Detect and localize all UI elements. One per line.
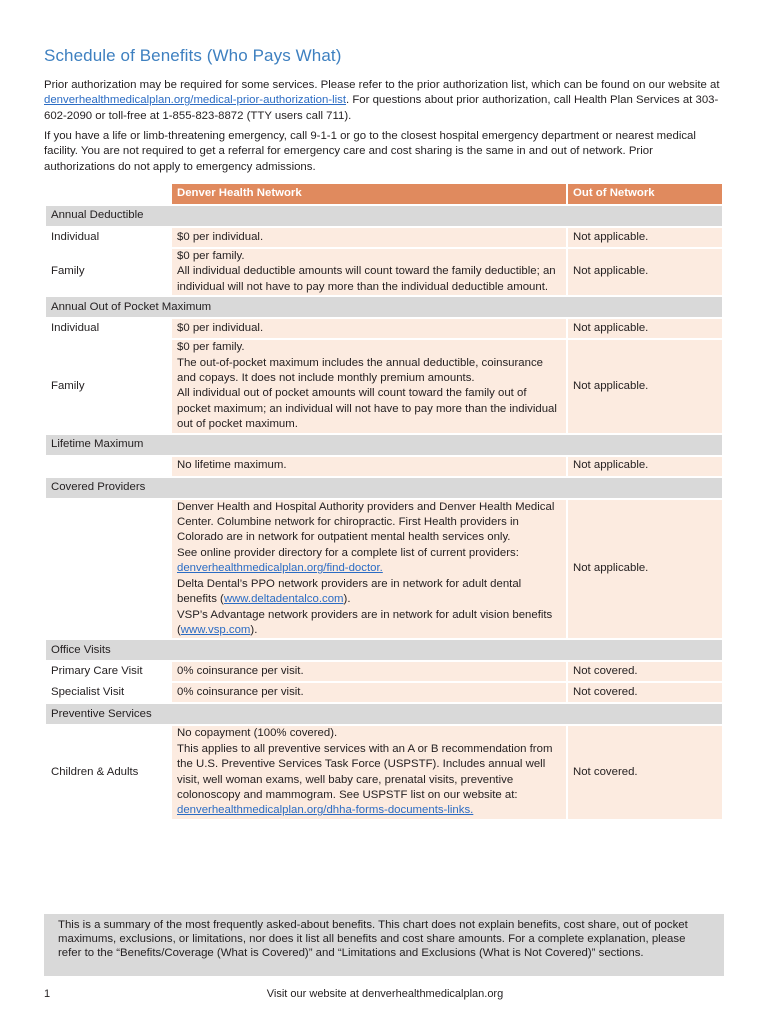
value-text: ). bbox=[343, 593, 351, 606]
section-annual-oop-maximum bbox=[46, 297, 722, 317]
value-line: No copayment (100% covered). bbox=[177, 727, 338, 740]
value-text: VSP’s Advantage network providers are in network for adult vision benefits ( bbox=[177, 608, 553, 636]
value-line: $0 per family. bbox=[177, 341, 245, 354]
prior-auth-text: Prior authorization may be required for some services. Please refer to the prior authorization list, which can be found on our website at bbox=[44, 79, 720, 91]
summary-disclaimer: This is a summary of the most frequently asked-about benefits. This chart does not explain benefits, cost share, out of pocket maximums, exclusions, or limitations, nor does it list all benefits and cost share amounts. For a complete explanation, please refer to the “Benefits/Coverage (What is Covered)” and “Limitations and Exclusions (What is Not Covered)” sections. bbox=[44, 914, 724, 976]
in-network-value bbox=[172, 340, 566, 432]
table-row bbox=[46, 726, 722, 818]
value-line bbox=[177, 608, 561, 639]
section-office-visits bbox=[46, 640, 722, 660]
emergency-paragraph: If you have a life or limb-threatening emergency, call 9-1-1 or go to the closest hospital emergency department or nearest medical facility. You are not required to get a referral for emergency care and cost sharing is the same in and out of network. Prior authorizations do not apply to emergency admissions. bbox=[44, 130, 696, 173]
row-label-empty bbox=[46, 457, 170, 476]
section-title: Lifetime Maximum bbox=[46, 435, 722, 455]
table-row bbox=[46, 683, 722, 702]
table-row bbox=[46, 319, 722, 338]
row-label: Primary Care Visit bbox=[46, 662, 170, 681]
value-line: All individual deductible amounts will count toward the family deductible; an individual will not have to pay more than the individual deductible amount. bbox=[177, 265, 556, 293]
table-row bbox=[46, 228, 722, 247]
out-of-network-value: Not covered. bbox=[568, 662, 722, 681]
header-out-of-network: Out of Network bbox=[568, 184, 722, 204]
in-network-value: 0% coinsurance per visit. bbox=[172, 683, 566, 702]
value-text: This applies to all preventive services with an A or B recommendation from the U.S. Preventive Services Task Force (USPSTF). Includes annual well visit, well woman exams, well baby care, prenatal visits, preventive colonoscopy and mammogram. See USPSTF list on our website at: bbox=[177, 742, 553, 801]
section-title: Annual Deductible bbox=[46, 206, 722, 226]
out-of-network-value: Not applicable. bbox=[568, 340, 722, 432]
website-footer: Visit our website at denverhealthmedicalplan.org bbox=[266, 988, 504, 1000]
value-line bbox=[177, 546, 561, 577]
row-label-empty bbox=[46, 500, 170, 639]
value-line: Denver Health and Hospital Authority providers and Denver Health Medical Center. Columbine network for chiropractic. First Health providers in Colorado are in network for outpatient mental health services only. bbox=[177, 500, 555, 544]
value-text: ). bbox=[250, 623, 258, 636]
table-row bbox=[46, 457, 722, 476]
prior-auth-list-link[interactable]: denverhealthmedicalplan.org/medical-prior-authorization-list bbox=[44, 94, 347, 107]
value-line: The out-of-pocket maximum includes the annual deductible, coinsurance and copays. It does not include monthly premium amounts. bbox=[177, 356, 543, 385]
prior-auth-contact-text: . For questions about prior authorization, call Health Plan Services at 303-602-2090 or toll-free at 1-855-823-8872 (TTY users call 711). bbox=[44, 94, 719, 122]
out-of-network-value: Not covered. bbox=[568, 726, 722, 818]
out-of-network-value: Not applicable. bbox=[568, 457, 722, 476]
page-number: 1 bbox=[44, 988, 51, 1000]
value-line: All individual out of pocket amounts will count toward the family out of pocket maximum; an individual will not have to pay more than the individual out of pocket maximum. bbox=[177, 387, 557, 431]
header-denver-health-network: Denver Health Network bbox=[172, 184, 566, 204]
section-annual-deductible bbox=[46, 206, 722, 226]
in-network-value: No lifetime maximum. bbox=[172, 457, 566, 476]
table-row bbox=[46, 340, 722, 432]
row-label: Specialist Visit bbox=[46, 683, 170, 702]
table-header-row bbox=[46, 184, 722, 204]
in-network-value: 0% coinsurance per visit. bbox=[172, 662, 566, 681]
section-covered-providers bbox=[46, 478, 722, 498]
section-preventive-services bbox=[46, 704, 722, 724]
value-line bbox=[177, 742, 561, 819]
out-of-network-value: Not applicable. bbox=[568, 249, 722, 295]
section-title: Annual Out of Pocket Maximum bbox=[46, 297, 722, 317]
value-text: Delta Dental’s PPO network providers are in network for adult dental benefits ( bbox=[177, 577, 522, 606]
value-text: See online provider directory for a complete list of current providers: bbox=[177, 546, 519, 559]
table-row bbox=[46, 662, 722, 681]
value-line: $0 per family. bbox=[177, 250, 245, 262]
in-network-value: $0 per individual. bbox=[172, 319, 566, 338]
out-of-network-value: Not applicable. bbox=[568, 500, 722, 639]
out-of-network-value: Not applicable. bbox=[568, 319, 722, 338]
benefits-table bbox=[44, 182, 724, 821]
page-title: Schedule of Benefits (Who Pays What) bbox=[44, 46, 342, 65]
row-label: Individual bbox=[46, 319, 170, 338]
row-label: Family bbox=[46, 249, 170, 295]
section-title: Preventive Services bbox=[46, 704, 722, 724]
prior-auth-paragraph bbox=[44, 78, 724, 124]
section-lifetime-maximum bbox=[46, 435, 722, 455]
in-network-value bbox=[172, 726, 566, 818]
row-label: Family bbox=[46, 340, 170, 432]
out-of-network-value: Not applicable. bbox=[568, 228, 722, 247]
table-row bbox=[46, 500, 722, 639]
find-doctor-link[interactable]: denverhealthmedicalplan.org/find-doctor. bbox=[177, 562, 383, 575]
row-label: Individual bbox=[46, 228, 170, 247]
in-network-value: $0 per individual. bbox=[172, 228, 566, 247]
out-of-network-value: Not covered. bbox=[568, 683, 722, 702]
header-blank bbox=[46, 184, 170, 204]
in-network-value bbox=[172, 500, 566, 639]
section-title: Office Visits bbox=[46, 640, 722, 660]
delta-dental-link[interactable]: www.deltadentalco.com bbox=[223, 593, 344, 606]
vsp-link[interactable]: www.vsp.com bbox=[180, 623, 251, 636]
value-line bbox=[177, 577, 561, 608]
in-network-value bbox=[172, 249, 566, 295]
section-title: Covered Providers bbox=[46, 478, 722, 498]
table-row bbox=[46, 249, 722, 295]
forms-documents-link[interactable]: denverhealthmedicalplan.org/dhha-forms-documents-links. bbox=[177, 804, 474, 817]
row-label: Children & Adults bbox=[46, 726, 170, 818]
